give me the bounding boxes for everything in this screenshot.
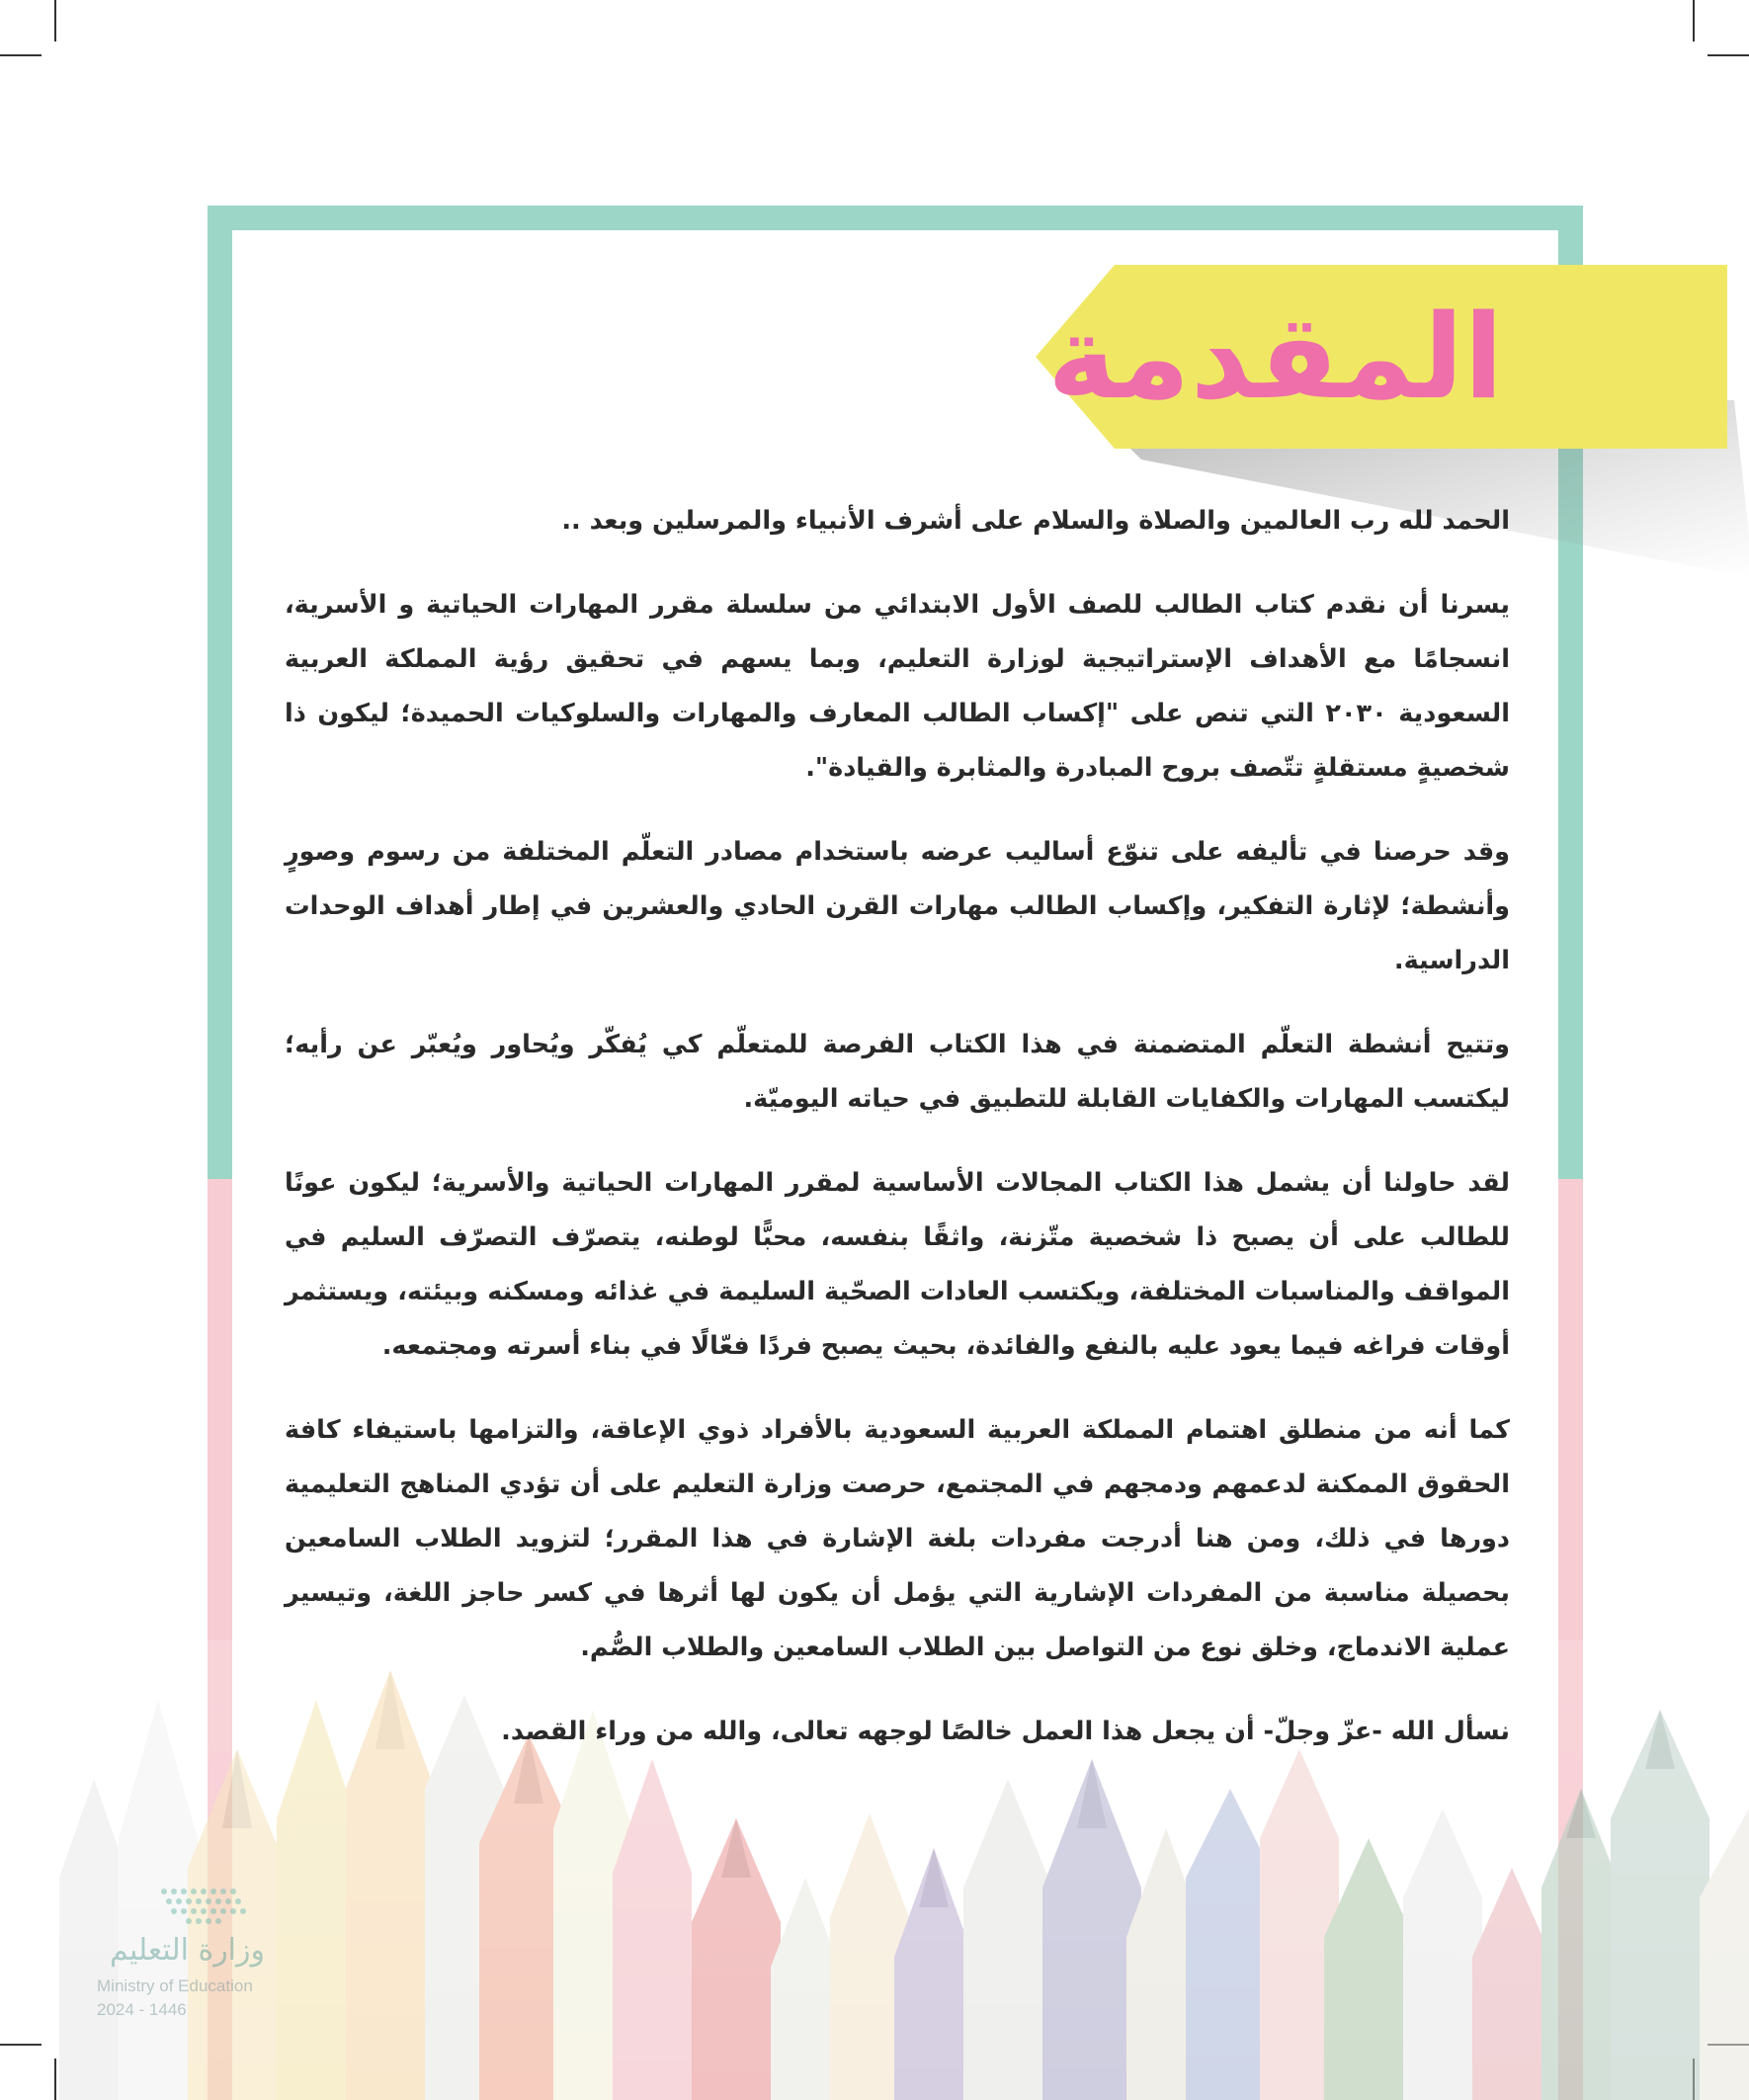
ministry-year: 2024 - 1446 <box>97 2000 187 2019</box>
ministry-dots-logo-icon <box>156 1886 265 1929</box>
paragraph: كما أنه من منطلق اهتمام المملكة العربية السعودية بالأفراد ذوي الإعاقة، والتزامها باستيفاء كافة الحقوق الممكنة لدعمهم ودمجهم في المجتمع، حرصت وزارة التعليم على أن تؤدي المناهج التعليمية دورها في ذلك، ومن هنا أدرجت مفردات بلغة الإشارة في هذا المقرر؛ لتزويد الطلاب السامعين بحصيلة مناسبة من المفردات الإشارية التي يؤمل أن يكون لها أثرها في كسر حاجز اللغة، وتيسير عملية الاندماج، وخلق نوع من التواصل بين الطلاب السامعين والطلاب الصُّم. <box>285 1415 1510 1662</box>
paragraph: وقد حرصنا في تأليفه على تنوّع أساليب عرضه باستخدام مصادر التعلّم المختلفة من رسوم وصورٍ وأنشطة؛ لإثارة التفكير، وإكساب الطالب مهارات القرن الحادي والعشرين في إطار أهداف الوحدات الدراسية. <box>285 837 1510 975</box>
page-title: المقدمة <box>1047 289 1504 425</box>
paragraph: الحمد لله رب العالمين والصلاة والسلام على أشرف الأنبياء والمرسلين وبعد .. <box>561 506 1510 536</box>
ministry-name-english: Ministry of Education <box>97 1976 253 1995</box>
paragraph: وتتيح أنشطة التعلّم المتضمنة في هذا الكتاب الفرصة للمتعلّم كي يُفكّر ويُحاور ويُعبّر عن رأيه؛ ليكتسب المهارات والكفايات القابلة للتطبيق في حياته اليوميّة. <box>285 1030 1510 1114</box>
frame-top <box>208 206 1583 230</box>
body-text <box>285 494 1510 1789</box>
ministry-logo <box>97 1886 304 2034</box>
paragraph: لقد حاولنا أن يشمل هذا الكتاب المجالات الأساسية لمقرر المهارات الحياتية والأسرية؛ ليكون عونًا للطالب على أن يصبح ذا شخصية متّزنة، واثقًا بنفسه، محبًّا لوطنه، يتصرّف التصرّف السليم في المواقف والمناسبات المختلفة، ويكتسب العادات الصحّية السليمة في غذائه ومسكنه وبيئته، ويستثمر أوقات فراغه فيما يعود عليه بالنفع والفائدة، بحيث يصبح فردًا فعّالًا في بناء أسرته ومجتمعه. <box>285 1168 1510 1361</box>
crop-mark <box>1693 0 1695 42</box>
crop-mark <box>54 0 56 42</box>
paragraph: نسأل الله -عزّ وجلّ- أن يجعل هذا العمل خالصًا لوجهه تعالى، والله من وراء القصد. <box>501 1717 1510 1746</box>
ministry-name-arabic: وزارة التعليم <box>109 1933 265 1968</box>
frame-left <box>208 206 232 1179</box>
paragraph: يسرنا أن نقدم كتاب الطالب للصف الأول الابتدائي من سلسلة مقرر المهارات الحياتية و الأسرية، انسجامًا مع الأهداف الإستراتيجية لوزارة التعليم، وبما يسهم في تحقيق رؤية المملكة العربية السعودية ٢٠٣٠ التي تنص على "إكساب الطالب المعارف والمهارات والسلوكيات الحميدة؛ ليكون ذا شخصيةٍ مستقلةٍ تتّصف بروح المبادرة والمثابرة والقيادة". <box>285 590 1510 783</box>
crop-mark <box>1707 54 1749 56</box>
crop-mark <box>0 54 42 56</box>
